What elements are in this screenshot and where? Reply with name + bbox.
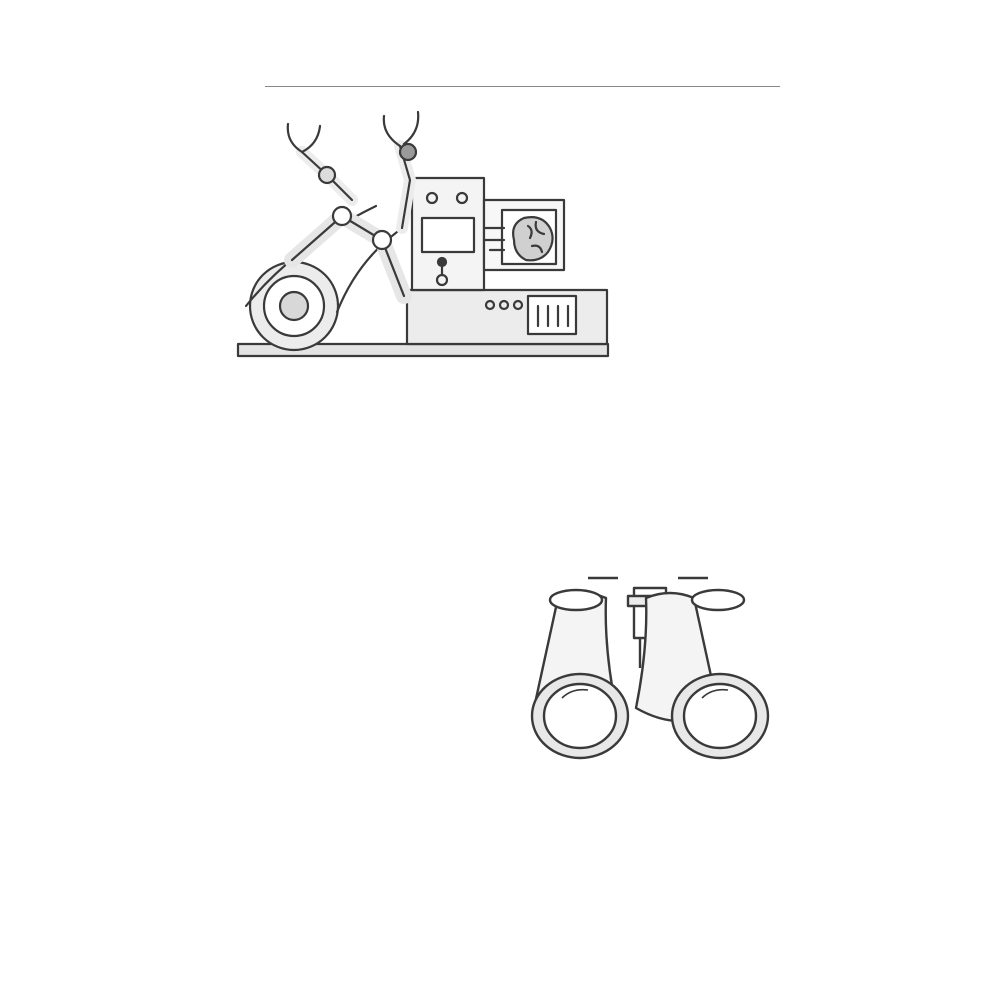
body-line	[630, 416, 780, 442]
body-line	[256, 730, 552, 756]
body-line	[232, 624, 780, 650]
body-line	[232, 494, 780, 520]
body-line	[630, 234, 780, 260]
body-line	[232, 756, 552, 782]
body-line	[256, 652, 578, 678]
body-line	[232, 546, 780, 572]
body-line	[652, 286, 780, 312]
body-line	[630, 312, 780, 338]
body-line	[630, 390, 780, 416]
body-line	[630, 260, 780, 286]
body-line	[232, 520, 780, 546]
body-line	[630, 364, 780, 390]
body-line	[232, 598, 780, 624]
body-line	[511, 182, 780, 208]
body-line	[232, 808, 552, 834]
body-line	[232, 834, 552, 860]
body-line	[472, 156, 780, 182]
body-line	[232, 860, 552, 886]
body-line	[232, 704, 578, 730]
body-line	[597, 208, 780, 234]
body-line	[630, 338, 780, 364]
body-line	[232, 678, 578, 704]
body-line	[256, 886, 518, 912]
body-line	[232, 468, 780, 494]
running-title	[764, 62, 778, 84]
body-line	[472, 104, 780, 130]
body-line	[232, 572, 780, 598]
body-line	[232, 442, 780, 468]
body-line	[232, 782, 552, 808]
body-line	[472, 130, 780, 156]
header-rule	[265, 86, 780, 87]
